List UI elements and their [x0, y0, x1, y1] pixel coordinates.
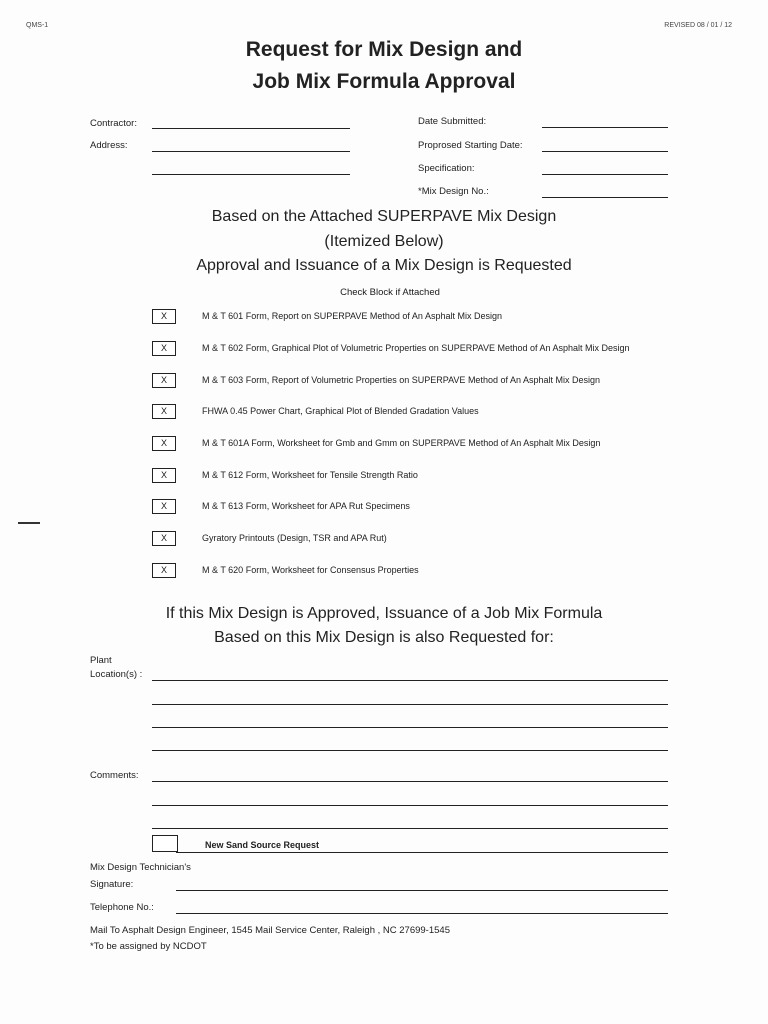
checkbox-mt613[interactable]: X — [152, 499, 176, 514]
item-label-mt620: M & T 620 Form, Worksheet for Consensus Properties — [202, 565, 419, 575]
mix-design-no-label: *Mix Design No.: — [418, 186, 489, 197]
page-title-line1: Request for Mix Design and — [245, 38, 523, 61]
comments-label: Comments: — [90, 770, 139, 781]
ncdot-note: *To be assigned by NCDOT — [90, 941, 207, 952]
technician-label: Mix Design Technician's — [90, 862, 191, 873]
item-label-mt602: M & T 602 Form, Graphical Plot of Volumetric Properties on SUPERPAVE Method of An Asphalt Mix Design — [202, 343, 630, 353]
checkbox-mt620[interactable]: X — [152, 563, 176, 578]
comments-field-line1[interactable] — [152, 781, 668, 782]
checkbox-mt601[interactable]: X — [152, 309, 176, 324]
date-submitted-label: Date Submitted: — [418, 116, 487, 127]
sand-source-underline — [176, 852, 668, 853]
sand-source-label: New Sand Source Request — [205, 840, 320, 850]
signature-field[interactable] — [176, 890, 668, 891]
proposed-start-label: Proprosed Starting Date: — [418, 140, 523, 151]
plant-location-field-line1[interactable] — [152, 680, 668, 681]
address-label: Address: — [90, 140, 128, 151]
contractor-field[interactable] — [152, 128, 350, 129]
item-label-mt603: M & T 603 Form, Report of Volumetric Properties on SUPERPAVE Method of An Asphalt Mix Design — [202, 375, 601, 385]
signature-label: Signature: — [90, 879, 134, 890]
plant-location-label: Location(s) : — [90, 669, 143, 680]
telephone-label: Telephone No.: — [90, 902, 154, 913]
address-field-line1[interactable] — [152, 151, 350, 152]
specification-field[interactable] — [542, 174, 668, 175]
jmf-line2: Based on this Mix Design is also Requested for: — [214, 629, 554, 646]
contractor-label: Contractor: — [90, 118, 137, 129]
item-label-mt601a: M & T 601A Form, Worksheet for Gmb and Gmm on SUPERPAVE Method of An Asphalt Mix Design — [202, 438, 601, 448]
form-code: QMS-1 — [26, 22, 49, 29]
checkbox-mt602[interactable]: X — [152, 341, 176, 356]
telephone-field[interactable] — [176, 913, 668, 914]
item-label-fhwa: FHWA 0.45 Power Chart, Graphical Plot of Blended Gradation Values — [202, 406, 479, 416]
checkbox-mt601a[interactable]: X — [152, 436, 176, 451]
comments-field-line2[interactable] — [152, 805, 668, 806]
intro-line3: Approval and Issuance of a Mix Design is Requested — [196, 257, 572, 274]
specification-label: Specification: — [418, 163, 475, 174]
proposed-start-field[interactable] — [542, 151, 668, 152]
plant-location-field-line3[interactable] — [152, 727, 668, 728]
item-label-mt601: M & T 601 Form, Report on SUPERPAVE Method of An Asphalt Mix Design — [202, 311, 502, 321]
sand-source-checkbox[interactable] — [152, 835, 178, 852]
checkbox-mt612[interactable]: X — [152, 468, 176, 483]
intro-line2: (Itemized Below) — [324, 233, 444, 250]
mail-to-text: Mail To Asphalt Design Engineer, 1545 Mail Service Center, Raleigh , NC 27699-1545 — [90, 925, 450, 936]
mix-design-no-field[interactable] — [542, 197, 668, 198]
intro-line1: Based on the Attached SUPERPAVE Mix Design — [211, 208, 557, 225]
scan-mark — [18, 522, 40, 524]
checkbox-mt603[interactable]: X — [152, 373, 176, 388]
item-label-mt612: M & T 612 Form, Worksheet for Tensile Strength Ratio — [202, 470, 418, 480]
revision-date: REVISED 08 / 01 / 12 — [664, 22, 732, 29]
date-submitted-field[interactable] — [542, 127, 668, 128]
item-label-gyratory: Gyratory Printouts (Design, TSR and APA Rut) — [202, 533, 387, 543]
checkbox-gyratory[interactable]: X — [152, 531, 176, 546]
address-field-line2[interactable] — [152, 174, 350, 175]
plant-label: Plant — [90, 655, 112, 666]
plant-location-field-line2[interactable] — [152, 704, 668, 705]
plant-location-field-line4[interactable] — [152, 750, 668, 751]
checkbox-fhwa[interactable]: X — [152, 404, 176, 419]
jmf-line1: If this Mix Design is Approved, Issuance of a Job Mix Formula — [165, 605, 603, 622]
check-note: Check Block if Attached — [340, 287, 440, 298]
item-label-mt613: M & T 613 Form, Worksheet for APA Rut Specimens — [202, 501, 410, 511]
comments-field-line3[interactable] — [152, 828, 668, 829]
page-title-line2: Job Mix Formula Approval — [252, 70, 516, 93]
